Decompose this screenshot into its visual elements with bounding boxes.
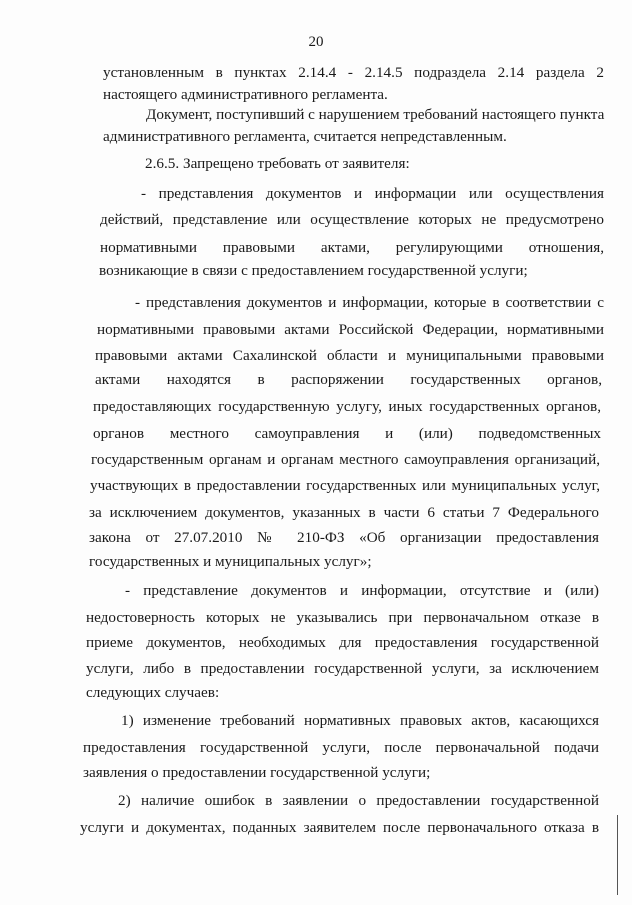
text-line: 2.6.5. Запрещено требовать от заявителя: xyxy=(145,155,410,172)
text-line: 2) наличие ошибок в заявлении о предоставлении государственной xyxy=(118,792,599,809)
text-line: закона от 27.07.2010 № 210-ФЗ «Об организации предоставления xyxy=(89,529,599,546)
text-line: установленным в пунктах 2.14.4 - 2.14.5 подраздела 2.14 раздела 2 xyxy=(103,64,604,81)
text-line: следующих случаев: xyxy=(86,684,220,701)
text-line: участвующих в предоставлении государственных или муниципальных услуг, xyxy=(90,477,600,494)
text-line: заявления о предоставлении государственной услуги; xyxy=(83,764,431,781)
text-line: Документ, поступивший с нарушением требований настоящего пункта xyxy=(146,106,605,123)
scan-edge-mark xyxy=(617,815,618,895)
text-line: услуги, либо в предоставлении государственной услуги, за исключением xyxy=(86,660,599,677)
text-line: - представления документов и информации, которые в соответствии с xyxy=(135,294,604,311)
text-line: возникающие в связи с предоставлением государственной услуги; xyxy=(99,262,528,279)
text-line: нормативными правовыми актами, регулирующими отношения, xyxy=(100,239,604,256)
text-line: недостоверность которых не указывались при первоначальном отказе в xyxy=(86,609,599,626)
text-line: актами находятся в распоряжении государственных органов, xyxy=(95,371,602,388)
text-line: приеме документов, необходимых для предоставления государственной xyxy=(86,634,599,651)
text-line: правовыми актами Сахалинской области и муниципальными правовыми xyxy=(95,347,604,364)
text-line: нормативными правовыми актами Российской Федерации, нормативными xyxy=(97,321,604,338)
text-line: предоставляющих государственную услугу, иных государственных органов, xyxy=(93,398,601,415)
text-line: органов местного самоуправления и (или) подведомственных xyxy=(93,425,601,442)
text-line: - представления документов и информации или осуществления xyxy=(141,185,604,202)
text-line: 1) изменение требований нормативных правовых актов, касающихся xyxy=(121,712,599,729)
text-line: за исключением документов, указанных в части 6 статьи 7 Федерального xyxy=(89,504,599,521)
page-number: 20 xyxy=(308,34,324,50)
text-line: - представление документов и информации, отсутствие и (или) xyxy=(125,582,599,599)
text-line: административного регламента, считается непредставленным. xyxy=(103,128,507,145)
text-line: действий, представление или осуществление которых не предусмотрено xyxy=(100,211,604,228)
text-line: предоставления государственной услуги, после первоначальной подачи xyxy=(83,739,599,756)
text-line: настоящего административного регламента. xyxy=(103,86,388,103)
text-line: государственных и муниципальных услуг»; xyxy=(89,553,372,570)
text-line: государственным органам и органам местного самоуправления организаций, xyxy=(91,451,600,468)
text-line: услуги и документах, поданных заявителем после первоначального отказа в xyxy=(80,819,599,836)
